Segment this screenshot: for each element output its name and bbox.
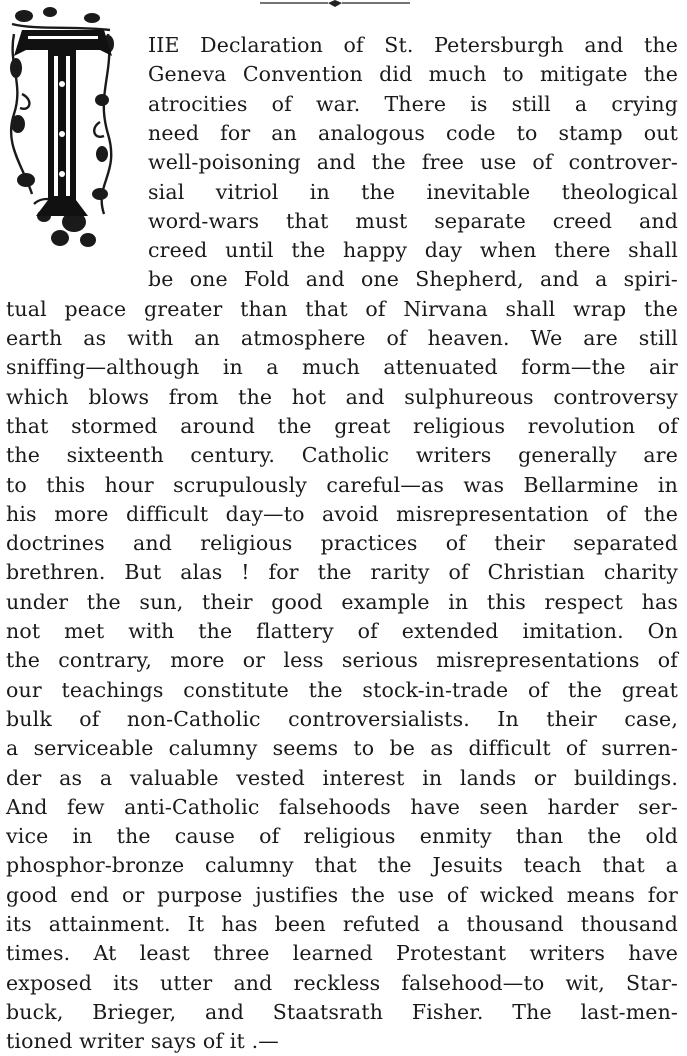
text-line: buck, Brieger, and Staatsrath Fisher. The last-men- [6, 999, 678, 1024]
ornament-rule [260, 0, 410, 10]
text-line: brethren. But alas ! for the rarity of Christian charity [6, 560, 678, 585]
text-line: Geneva Convention did much to mitigate the [148, 62, 678, 87]
text-line: word-wars that must separate creed and [148, 208, 678, 233]
svg-text:T: T [60, 204, 62, 205]
text-line: its attainment. It has been refuted a thousand thousand [6, 912, 678, 936]
text-line: which blows from the hot and sulphureous controversy [6, 384, 678, 409]
text-line: to this hour scrupulously careful—as was Bellarmine in [6, 472, 678, 497]
text-line: doctrines and religious practices of their separated [6, 531, 678, 556]
text-line: phosphor-bronze calumny that the Jesuits teach that a [6, 853, 678, 878]
text-line: sniffing—although in a much attenuated form—the air [6, 355, 678, 380]
text-line: creed until the happy day when there shall [148, 238, 678, 263]
text-line: well-poisoning and the free use of controver- [148, 150, 678, 175]
text-line: need for an analogous code to stamp out [148, 120, 678, 145]
text-line: IIE Declaration of St. Petersburgh and the [148, 33, 678, 57]
text-line: be one Fold and one Shepherd, and a spiri- [148, 267, 678, 292]
text-line: our teachings constitute the stock-in-trade of the great [6, 677, 678, 702]
text-line: vice in the cause of religious enmity than the old [6, 824, 678, 849]
text-line: atrocities of war. There is still a crying [148, 91, 678, 116]
text-line: not met with the flattery of extended imitation. On [6, 619, 678, 643]
text-line: a serviceable calumny seems to be as difficult of surren- [6, 736, 678, 761]
text-line: times. At least three learned Protestant writers have [6, 941, 678, 966]
text-line: good end or purpose justifies the use of wicked means for [6, 882, 678, 907]
text-line: that stormed around the great religious revolution of [6, 413, 678, 438]
text-line: exposed its utter and reckless falsehood—to wit, Star- [6, 970, 678, 995]
ornamental-dropcap-icon [4, 4, 118, 252]
text-line: earth as with an atmosphere of heaven. We are still [6, 326, 678, 350]
text-line: And few anti-Catholic falsehoods have seen harder ser- [6, 794, 678, 819]
text-line: tual peace greater than that of Nirvana shall wrap the [6, 296, 678, 321]
text-line: tioned writer says of it .— [6, 1029, 279, 1054]
text-line: under the sun, their good example in this respect has [6, 589, 678, 614]
text-line: der as a valuable vested interest in lands or buildings. [6, 765, 678, 790]
text-line: the contrary, more or less serious misrepresentations of [6, 648, 678, 673]
text-line: his more difficult day—to avoid misrepresentation of the [6, 501, 678, 526]
text-line: sial vitriol in the inevitable theological [148, 179, 678, 204]
text-line: bulk of non-Catholic controversialists. In their case, [6, 706, 678, 731]
text-line: the sixteenth century. Catholic writers generally are [6, 443, 678, 468]
